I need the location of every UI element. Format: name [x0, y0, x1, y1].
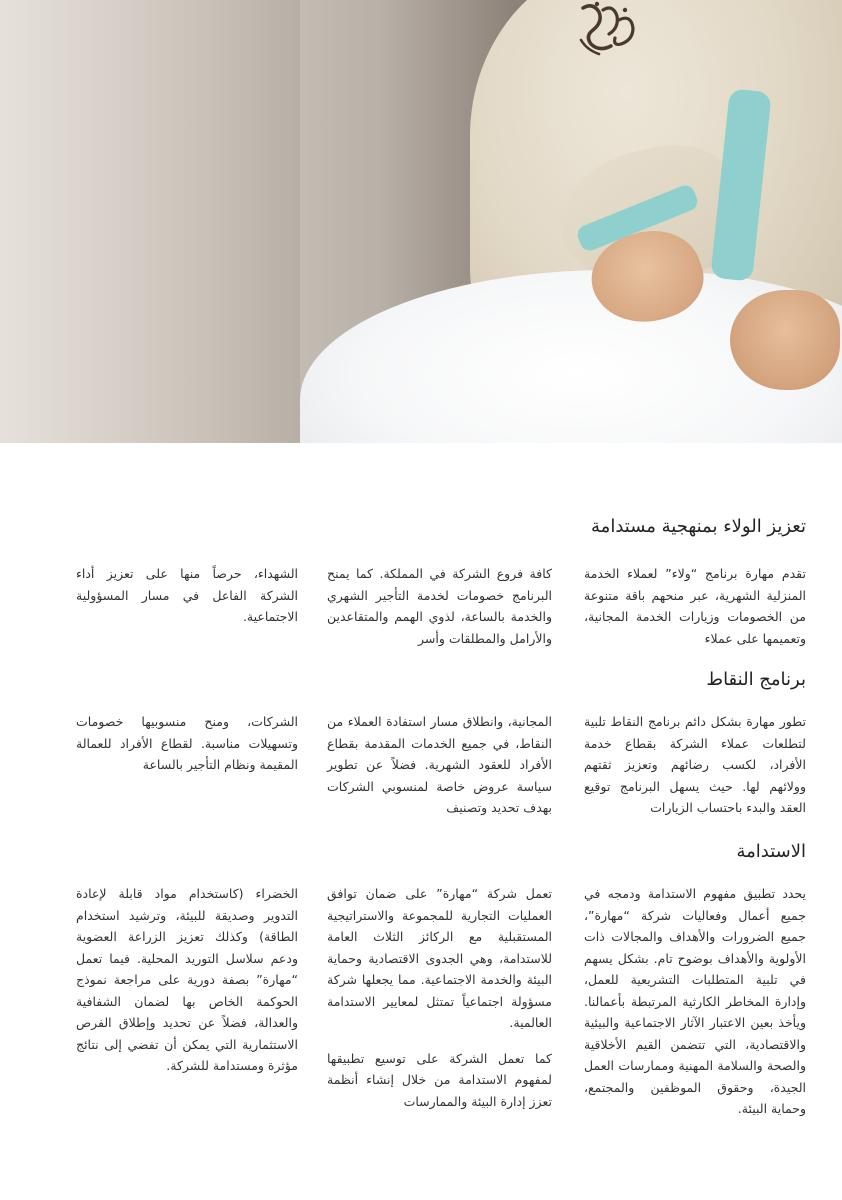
sustainability-text-col3: الخضراء (كاستخدام مواد قابلة لإعادة التدوير وصديقة للبيئة، وترشيد استخدام الطاقة) وكذلك تعزيز الزراعة العضوية ودعم سلاسل التوريد المحلية. فيما تعمل “مهارة” بصفة دورية على مراجعة نموذج الحوكمة الخاص بها لضمان الشفافية والعدالة، فضلاً عن تحديد وإطلاق الفرص الاستثمارية التي يمكن أن تفضي إلى نتائج مؤثرة ومستدامة للشركة. [76, 886, 298, 1073]
loyalty-text-col1: تقدم مهارة برنامج “ولاء” لعملاء الخدمة المنزلية الشهرية، عبر منحهم باقة متنوعة من الخصومات وزيارات الخدمة المجانية، وتعميمها على عملاء [584, 566, 806, 646]
loyalty-text-col3: الشهداء، حرصاً منها على تعزيز أداء الشركة الفاعل في مسار المسؤولية الاجتماعية. [76, 566, 298, 624]
curtain-background [0, 0, 300, 443]
sustainability-text-col2 [327, 883, 552, 1126]
maharah-logo-embroidery-icon [573, 0, 643, 58]
section-heading-sustainability: الاستدامة [736, 841, 806, 862]
points-text-col1: تطور مهارة بشكل دائم برنامج النقاط تلبية لتطلعات عملاء الشركة بقطاع خدمة الأفراد، لكسب رضائهم وتعزيز ثقتهم وولائهم لها. حيث يسهل البرنامج توقيع العقد والبدء باحتساب الزيارات [584, 714, 806, 815]
loyalty-text-col2: كافة فروع الشركة في المملكة. كما يمنح البرنامج خصومات لخدمة التأجير الشهري والخدمة بالساعة، لذوي الهمم والمتقاعدين والأرامل والمطلقات وأسر [327, 566, 552, 646]
points-text-col2: المجانية، وانطلاق مسار استفادة العملاء من النقاط، في جميع الخدمات المقدمة بقطاع الأفراد للعقود الشهرية. فضلاً عن تطوير سياسة عروض خاصة لمنسوبي الشركات بهدف تحديد وتصنيف [327, 714, 552, 815]
section-heading-points: برنامج النقاط [706, 669, 806, 690]
hero-photo [0, 0, 842, 443]
sustainability-text-col1: يحدد تطبيق مفهوم الاستدامة ودمجه في جميع أعمال وفعاليات شركة “مهارة”، جميع الضرورات والأهداف والمجالات ذات الأولوية والأهداف بوضوح تام. بشكل يسهم في تلبية المتطلبات التشريعية للعمل، وإدارة المخاطر الكارثية المرتبطة بأعمالنا. ويأخذ بعين الاعتبار الآثار الاجتماعية والبيئية والاقتصادية، التي تتضمن القيم الأخلاقية والصحة والسلامة المهنية وممارسات العمل الجيدة، وحقوق الموظفين والمجتمع، وحماية البيئة. [584, 886, 806, 1116]
hand-right [730, 290, 840, 390]
sustainability-text-col2-para2: كما تعمل الشركة على توسيع تطبيقها لمفهوم الاستدامة من خلال إنشاء أنظمة تعزز إدارة البيئة والممارسات [327, 1050, 552, 1109]
section-heading-loyalty: تعزيز الولاء بمنهجية مستدامة [591, 516, 806, 537]
points-text-col3: الشركات، ومنح منسوبيها خصومات وتسهيلات مناسبة. لقطاع الأفراد للعمالة المقيمة ونظام التأجير بالساعة [76, 714, 298, 772]
sustainability-text-col2-para1: تعمل شركة “مهارة” على ضمان توافق العمليات التجارية للمجموعة والاستراتيجية المستقبلية مع الركائز الثلاث العامة للاستدامة، وهي الجدوى الاقتصادية وحماية البيئة والخدمة الاجتماعية. مما يجعلها شركة مسؤولة اجتماعياً تمتثل لمعايير الاستدامة العالمية. [327, 886, 552, 1030]
